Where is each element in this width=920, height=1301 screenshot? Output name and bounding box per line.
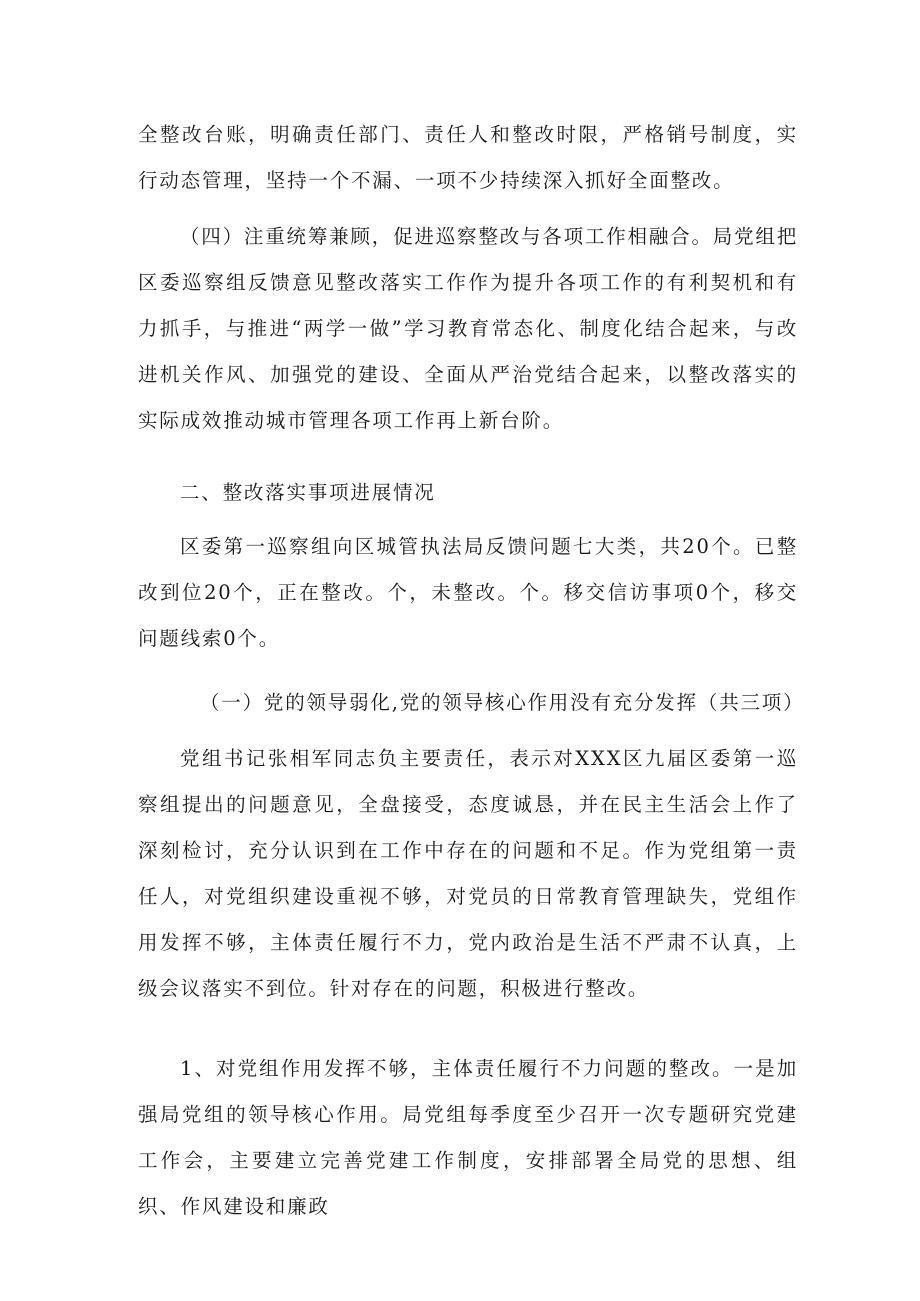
paragraph-progress-summary: 区委第一巡察组向区城管执法局反馈问题七大类，共20个。已整改到位20个，正在整改。个，未整改。个。移交信访事项0个，移交问题线索0个。 <box>138 535 798 650</box>
paragraph-secretary-responsibility: 党组书记张相军同志负主要责任，表示对XXX区九届区委第一巡察组提出的问题意见，全盘接受，态度诚恳，并在民主生活会上作了深刻检讨，充分认识到在工作中存在的问题和不足。作为党组第一责任人，对党组织建设重视不够，对党员的日常教育管理缺失，党组作用发挥不够，主体责任履行不力，党内政治是生活不严肃不认真，上级会议落实不到位。针对存在的问题，积极进行整改。 <box>138 747 798 1000</box>
paragraph-section-four: （四）注重统筹兼顾，促进巡察整改与各项工作相融合。局党组把区委巡察组反馈意见整改落实工作作为提升各项工作的有利契机和有力抓手，与推进“两学一做”学习教育常态化、制度化结合起来，与改进机关作风、加强党的建设、全面从严治党结合起来，以整改落实的实际成效推动城市管理各项工作再上新台阶。 <box>138 225 798 432</box>
paragraph-continuation: 全整改台账，明确责任部门、责任人和整改时限，严格销号制度，实行动态管理，坚持一个不漏、一项不少持续深入抓好全面整改。 <box>138 123 798 192</box>
subheading-leadership: （一）党的领导弱化,党的领导核心作用没有充分发挥（共三项） <box>200 691 805 714</box>
section-heading-progress: 二、整改落实事项进展情况 <box>180 481 436 504</box>
paragraph-item-one: 1、对党组作用发挥不够，主体责任履行不力问题的整改。一是加强局党组的领导核心作用。局党组每季度至少召开一次专题研究党建工作会，主要建立完善党建工作制度，安排部署全局党的思想、组织、作风建设和廉政 <box>138 1057 798 1218</box>
